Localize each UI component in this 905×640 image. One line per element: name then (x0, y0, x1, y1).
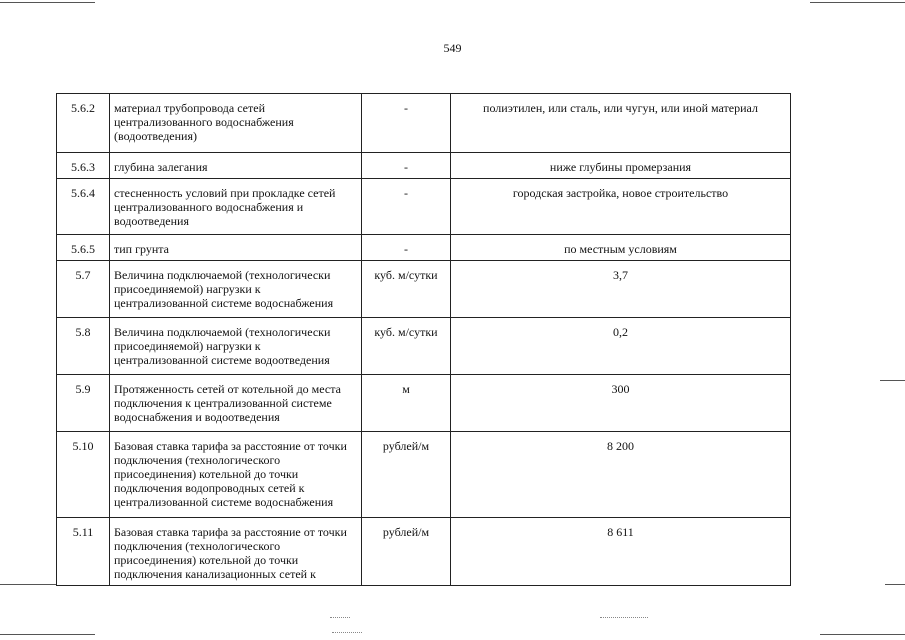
table-row (57, 375, 791, 432)
scan-edge-line (820, 634, 905, 635)
row-number: 5.8 (57, 318, 110, 375)
scan-edge-line (0, 2, 95, 3)
row-value: полиэтилен, или сталь, или чугун, или иной материал (451, 94, 791, 153)
table-row (57, 261, 791, 318)
scan-speckle (332, 632, 362, 634)
row-description: стесненность условий при прокладке сетей централизованного водоснабжения и водоотведения (110, 179, 362, 235)
scan-edge-line (885, 584, 905, 585)
row-value: 3,7 (451, 261, 791, 318)
row-number: 5.7 (57, 261, 110, 318)
row-description: глубина залегания (110, 153, 362, 179)
row-unit: - (362, 94, 451, 153)
row-unit: - (362, 235, 451, 261)
row-value: городская застройка, новое строительство (451, 179, 791, 235)
row-number: 5.9 (57, 375, 110, 432)
scan-edge-line (810, 2, 905, 3)
row-number: 5.6.2 (57, 94, 110, 153)
row-value: по местным условиям (451, 235, 791, 261)
scan-edge-line (880, 380, 905, 381)
scan-speckle (330, 617, 350, 619)
row-unit: рублей/м (362, 432, 451, 518)
scan-speckle (600, 617, 648, 619)
table-row (57, 518, 791, 586)
row-description: Протяженность сетей от котельной до места подключения к централизованной системе водоснабжения и водоотведения (110, 375, 362, 432)
table-row (57, 235, 791, 261)
table-row (57, 153, 791, 179)
row-number: 5.6.5 (57, 235, 110, 261)
row-unit: рублей/м (362, 518, 451, 586)
row-description: Базовая ставка тарифа за расстояние от точки подключения (технологического присоединения) котельной до точки подключения канализационных сетей к (110, 518, 362, 586)
row-unit: куб. м/сутки (362, 318, 451, 375)
row-number: 5.10 (57, 432, 110, 518)
table-row (57, 432, 791, 518)
row-description: материал трубопровода сетей централизованного водоснабжения (водоотведения) (110, 94, 362, 153)
row-number: 5.6.4 (57, 179, 110, 235)
table-row (57, 179, 791, 235)
table-row (57, 94, 791, 153)
row-value: 0,2 (451, 318, 791, 375)
row-number: 5.11 (57, 518, 110, 586)
row-unit: - (362, 153, 451, 179)
row-description: Величина подключаемой (технологически присоединяемой) нагрузки к централизованной системе водоотведения (110, 318, 362, 375)
row-description: Базовая ставка тарифа за расстояние от точки подключения (технологического присоединения) котельной до точки подключения водопроводных сетей к централизованной системе водоснабжения (110, 432, 362, 518)
specification-table (56, 93, 791, 586)
row-number: 5.6.3 (57, 153, 110, 179)
scan-edge-line (0, 584, 56, 585)
row-unit: м (362, 375, 451, 432)
row-value: 300 (451, 375, 791, 432)
row-unit: - (362, 179, 451, 235)
row-value: ниже глубины промерзания (451, 153, 791, 179)
row-description: Величина подключаемой (технологически присоединяемой) нагрузки к централизованной системе водоснабжения (110, 261, 362, 318)
table-row (57, 318, 791, 375)
scan-edge-line (0, 634, 95, 635)
row-description: тип грунта (110, 235, 362, 261)
page-number: 549 (443, 41, 462, 55)
row-value: 8 611 (451, 518, 791, 586)
row-unit: куб. м/сутки (362, 261, 451, 318)
row-value: 8 200 (451, 432, 791, 518)
